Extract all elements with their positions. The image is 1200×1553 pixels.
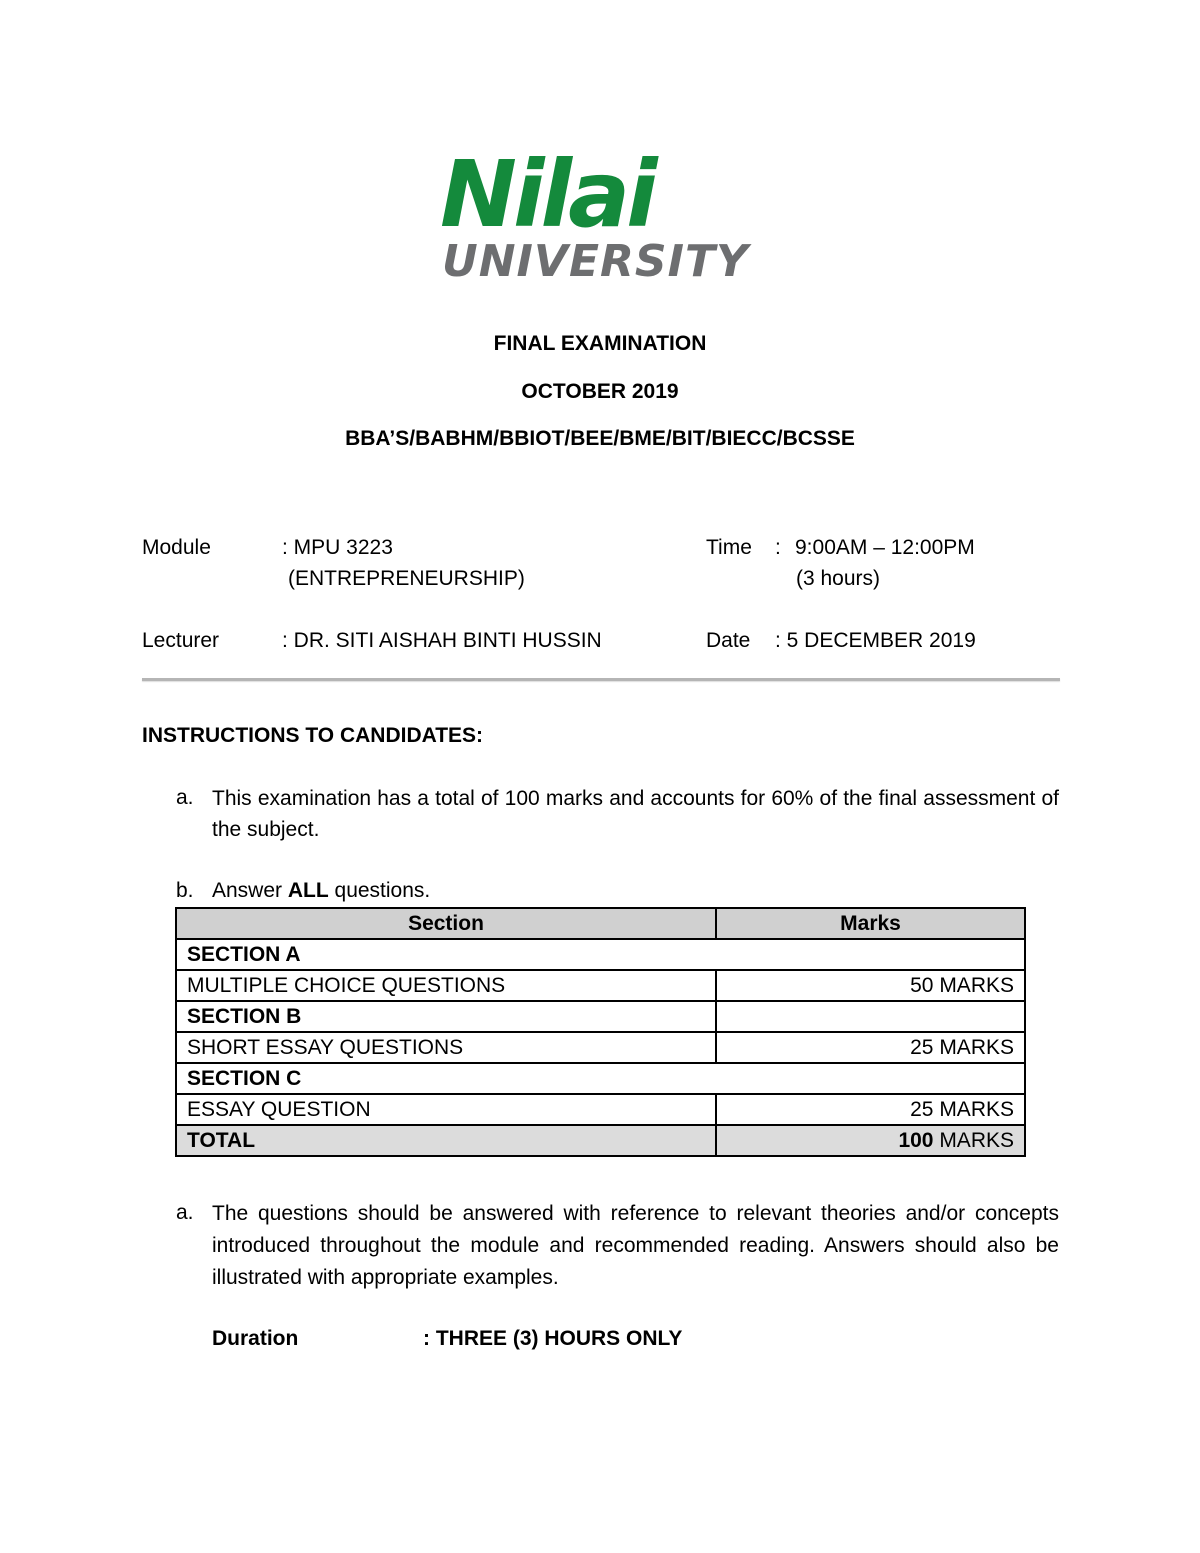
marks-table — [175, 907, 1026, 1157]
time-duration: (3 hours) — [796, 567, 881, 590]
instruction-b-bold: ALL — [287, 879, 329, 902]
university-logo — [440, 141, 760, 295]
module-code: : MPU 3223 — [282, 536, 393, 559]
instruction-b-text — [212, 879, 430, 903]
row-marks: 25 MARKS — [716, 1094, 1025, 1125]
table-header-row — [176, 908, 1025, 939]
total-number: 100 — [898, 1129, 934, 1152]
section-b-label: SECTION B — [176, 1001, 716, 1032]
row-section: MULTIPLE CHOICE QUESTIONS — [176, 970, 716, 1001]
table-row — [176, 1001, 1025, 1032]
duration-label: Duration — [212, 1327, 299, 1350]
instruction-c-marker: a. — [176, 1201, 194, 1224]
instruction-b-marker: b. — [176, 879, 194, 902]
lecturer-name: : DR. SITI AISHAH BINTI HUSSIN — [282, 629, 602, 652]
lecturer-label: Lecturer — [142, 629, 220, 652]
instruction-c-text: The questions should be answered with reference to relevant theories and/or concepts introduced throughout the module and recommended reading. Answers should also be illustrated with appropriate examples. — [212, 1202, 1059, 1289]
instruction-b-pre: Answer — [212, 879, 288, 902]
module-name: (ENTREPRENEURSHIP) — [288, 567, 525, 590]
table-row — [176, 970, 1025, 1001]
time-label: Time — [706, 536, 752, 559]
header-section: Section — [176, 908, 716, 939]
total-marks — [716, 1125, 1025, 1156]
date-value: : 5 DECEMBER 2019 — [775, 629, 976, 652]
header-marks: Marks — [716, 908, 1025, 939]
section-a-label: SECTION A — [176, 939, 1025, 970]
logo-wordmark-university: UNIVERSITY — [442, 236, 749, 287]
instructions-heading: INSTRUCTIONS TO CANDIDATES: — [142, 724, 484, 747]
row-marks — [716, 1001, 1025, 1032]
duration-value: : THREE (3) HOURS ONLY — [423, 1327, 683, 1350]
exam-title: FINAL EXAMINATION — [493, 332, 707, 355]
time-colon: : — [775, 536, 781, 559]
module-label: Module — [142, 536, 211, 559]
instruction-a-marker: a. — [176, 786, 194, 809]
total-unit: MARKS — [933, 1129, 1014, 1152]
instruction-a-text: This examination has a total of 100 marks and accounts for 60% of the final assessment of the subject. — [212, 787, 1059, 841]
logo-wordmark-nilai: Nilai — [440, 141, 654, 248]
exam-session: OCTOBER 2019 — [521, 380, 679, 403]
table-total-row — [176, 1125, 1025, 1156]
programme-codes: BBA’S/BABHM/BBIOT/BEE/BME/BIT/BIECC/BCSSE — [345, 427, 855, 450]
section-c-label: SECTION C — [176, 1063, 1025, 1094]
table-row — [176, 1094, 1025, 1125]
time-value: 9:00AM – 12:00PM — [795, 536, 975, 559]
table-row — [176, 1032, 1025, 1063]
row-section: SHORT ESSAY QUESTIONS — [176, 1032, 716, 1063]
row-section: ESSAY QUESTION — [176, 1094, 716, 1125]
row-marks: 25 MARKS — [716, 1032, 1025, 1063]
date-label: Date — [706, 629, 751, 652]
total-label: TOTAL — [176, 1125, 716, 1156]
table-row — [176, 1063, 1025, 1094]
table-row — [176, 939, 1025, 970]
instruction-b-post: questions. — [328, 879, 431, 902]
row-marks: 50 MARKS — [716, 970, 1025, 1001]
header-divider — [142, 678, 1060, 681]
